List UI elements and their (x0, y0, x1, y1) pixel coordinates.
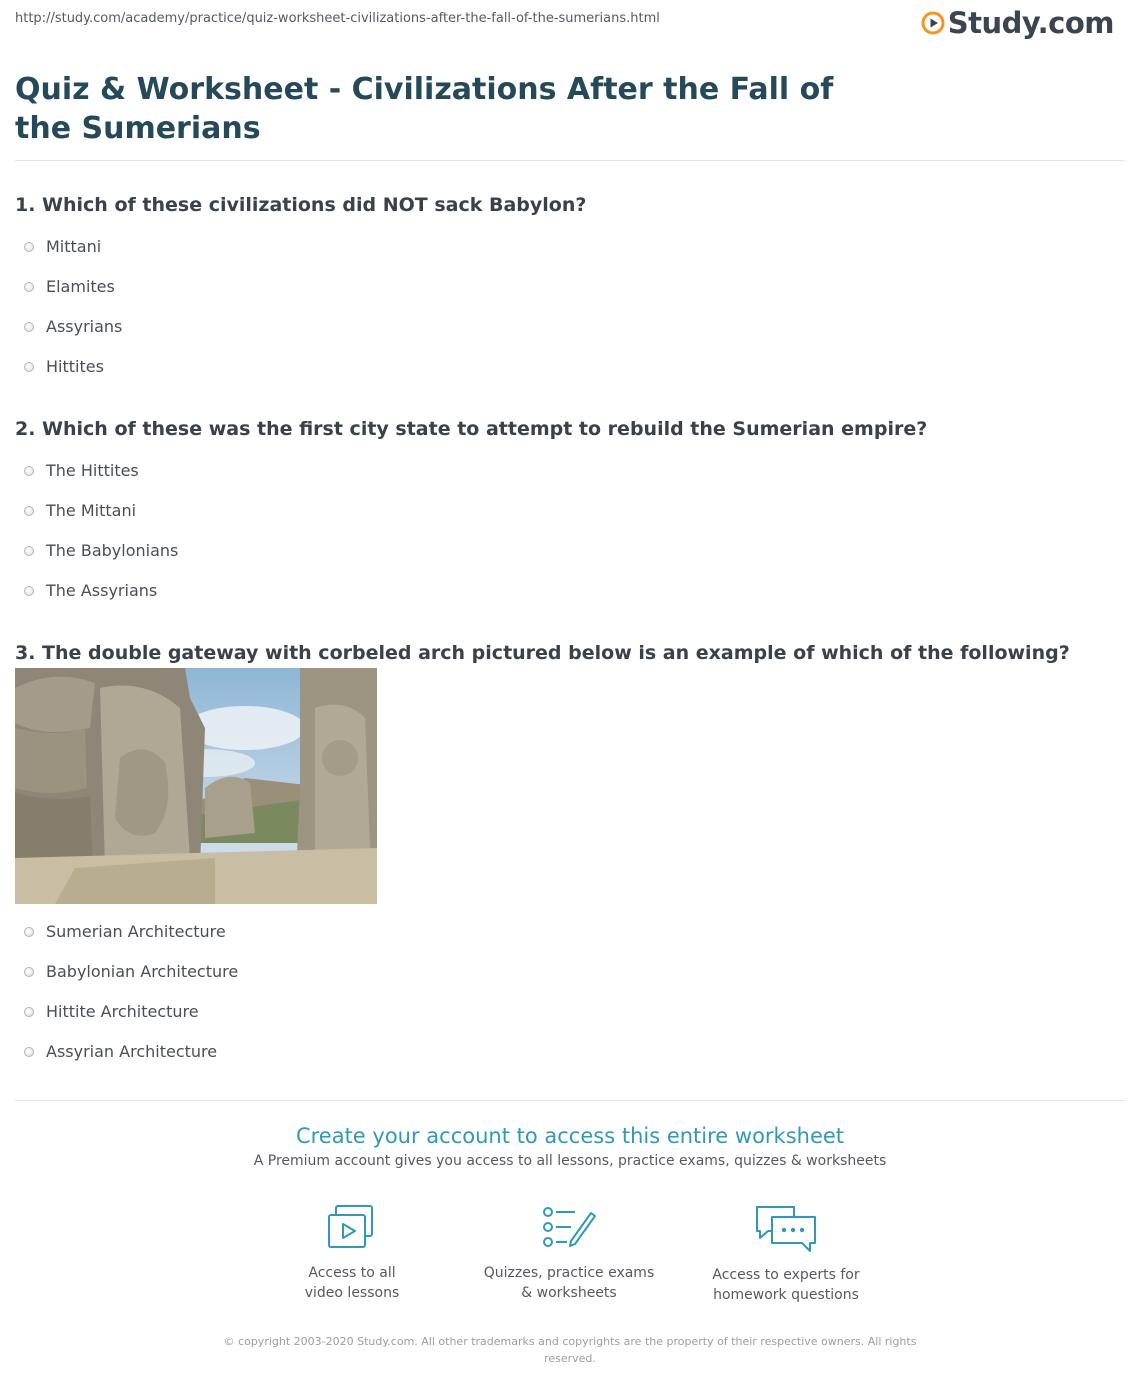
radio-button[interactable] (24, 282, 34, 292)
option-label: Elamites (46, 277, 115, 296)
radio-button[interactable] (24, 546, 34, 556)
radio-button[interactable] (24, 242, 34, 252)
feature-label: Access to all video lessons (304, 1265, 400, 1301)
cta-subtitle: A Premium account gives you access to all lessons, practice exams, quizzes & worksheets (253, 1153, 887, 1169)
radio-button[interactable] (24, 322, 34, 332)
feature-label: Access to experts for homework questions (712, 1267, 860, 1303)
feature-video-lessons (252, 1203, 452, 1303)
feature-experts (686, 1203, 886, 1305)
feature-quizzes (469, 1203, 669, 1303)
radio-button[interactable] (24, 967, 34, 977)
radio-button[interactable] (24, 927, 34, 937)
option-2-3[interactable] (24, 541, 178, 560)
question-1: 1. Which of these civilizations did NOT sack Babylon? (15, 194, 587, 216)
logo-text: Study.com (947, 6, 1114, 40)
radio-button[interactable] (24, 506, 34, 516)
option-label: Hittite Architecture (46, 1002, 199, 1021)
divider (15, 1100, 1125, 1101)
option-label: The Mittani (46, 501, 137, 520)
copyright-text: © copyright 2003-2020 Study.com. All other trademarks and copyrights are the property of their respective owners. All rights reserved. (223, 1335, 917, 1365)
question-2: 2. Which of these was the first city state to attempt to rebuild the Sumerian empire? (15, 418, 928, 440)
lion-gate-image (15, 668, 377, 904)
play-circle-icon (921, 11, 945, 35)
page-title: Quiz & Worksheet - Civilizations After the Fall of the Sumerians (15, 72, 834, 146)
radio-button[interactable] (24, 586, 34, 596)
video-lesson-icon (324, 1203, 380, 1253)
gateway-photo (15, 668, 377, 904)
option-2-2[interactable] (24, 501, 136, 520)
radio-button[interactable] (24, 466, 34, 476)
option-label: The Babylonians (46, 541, 179, 560)
option-label: Mittani (46, 237, 102, 256)
page-url: http://study.com/academy/practice/quiz-worksheet-civilizations-after-the-fall-of-the-sumerians.html (15, 11, 660, 26)
option-label: The Hittites (46, 461, 139, 480)
option-label: Assyrian Architecture (46, 1042, 218, 1061)
option-label: The Assyrians (46, 581, 158, 600)
option-1-1[interactable] (24, 237, 101, 256)
option-1-3[interactable] (24, 317, 122, 336)
option-3-1[interactable] (24, 922, 226, 941)
feature-label: Quizzes, practice exams & worksheets (483, 1265, 655, 1301)
option-3-4[interactable] (24, 1042, 217, 1061)
quiz-checklist-icon (541, 1203, 597, 1253)
radio-button[interactable] (24, 362, 34, 372)
option-1-4[interactable] (24, 357, 104, 376)
option-1-2[interactable] (24, 277, 115, 296)
question-3: 3. The double gateway with corbeled arch pictured below is an example of which of the following? (15, 642, 1070, 664)
cta-title[interactable]: Create your account to access this entire worksheet (295, 1124, 845, 1148)
option-3-3[interactable] (24, 1002, 199, 1021)
option-2-4[interactable] (24, 581, 157, 600)
divider (15, 160, 1125, 161)
option-label: Hittites (46, 357, 104, 376)
option-label: Sumerian Architecture (46, 922, 226, 941)
study-logo[interactable] (921, 6, 1114, 40)
chat-bubbles-icon (754, 1203, 818, 1255)
option-label: Babylonian Architecture (46, 962, 239, 981)
radio-button[interactable] (24, 1047, 34, 1057)
option-3-2[interactable] (24, 962, 238, 981)
radio-button[interactable] (24, 1007, 34, 1017)
option-2-1[interactable] (24, 461, 139, 480)
option-label: Assyrians (46, 317, 123, 336)
